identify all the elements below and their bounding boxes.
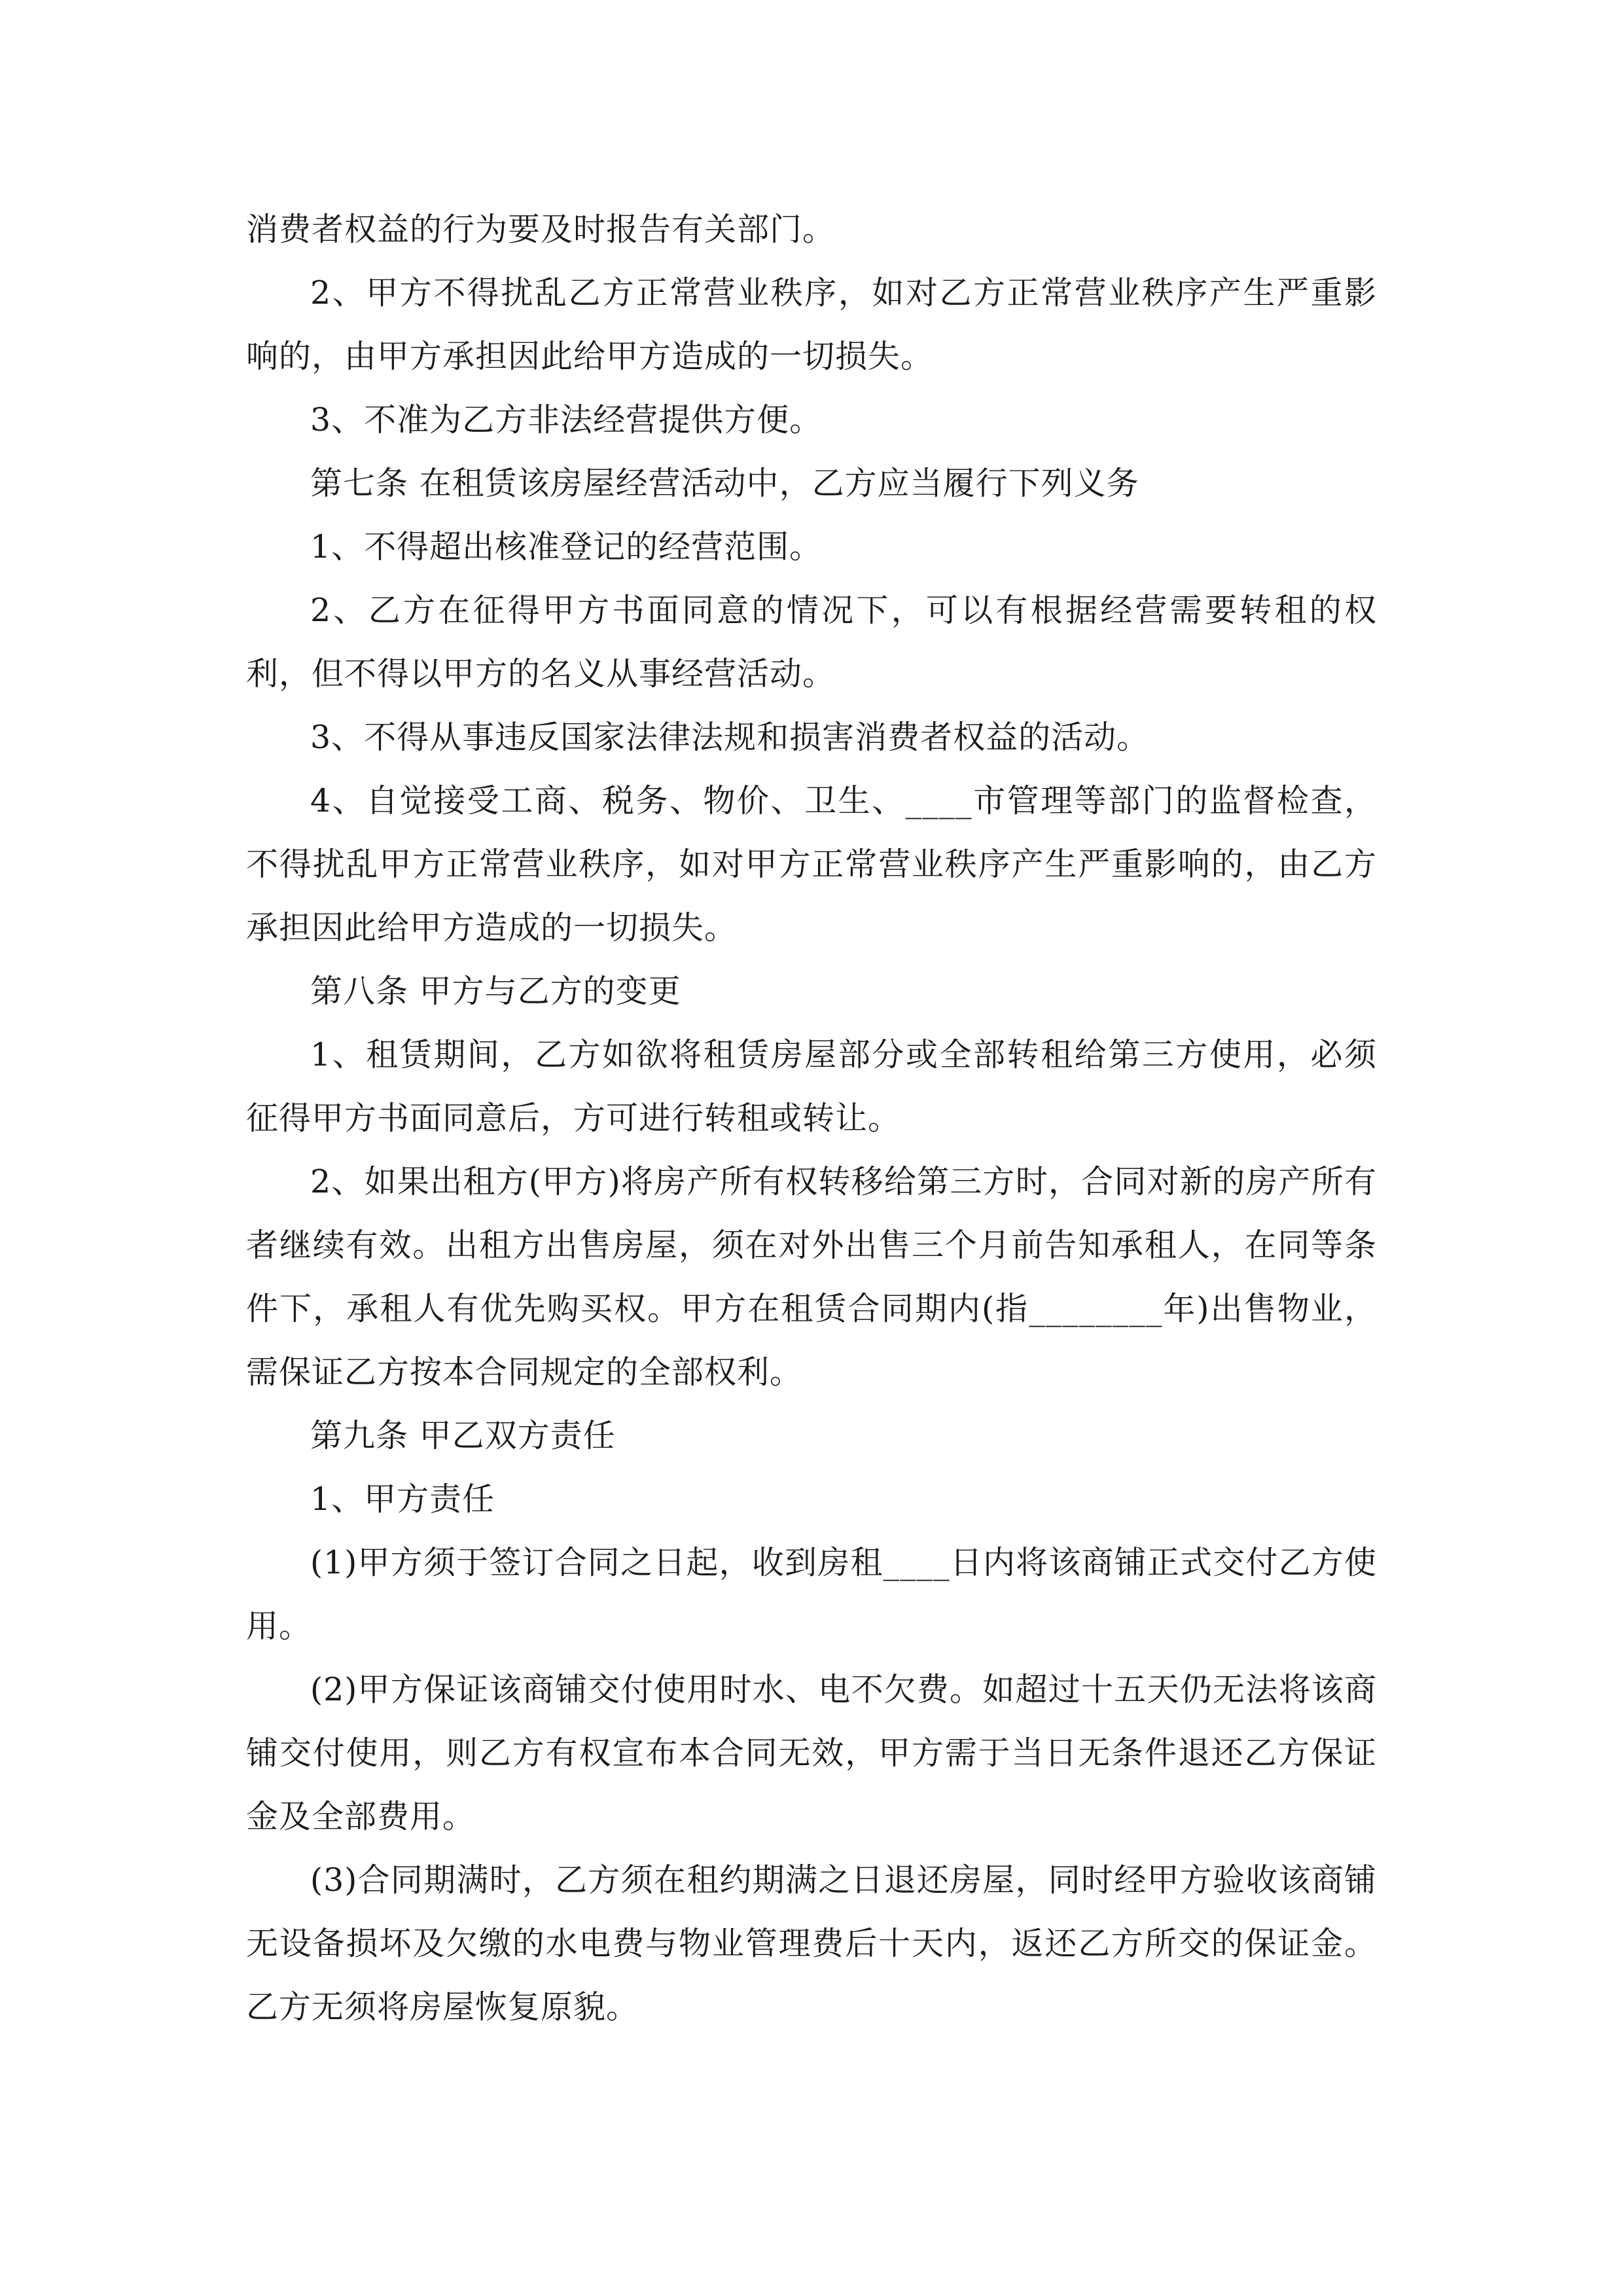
paragraph-clause-7-3: 3、不得从事违反国家法律法规和损害消费者权益的活动。 [310,719,1150,756]
paragraph-clause-9-1: 1、甲方责任 [310,1480,495,1518]
article-9-heading: 第九条 甲乙双方责任 [310,1417,616,1454]
document-body [246,198,1377,2039]
paragraph-clause-7-4: 4、自觉接受工商、税务、物价、卫生、____市管理等部门的监督检查，不得扰乱甲方正常营业秩序，如对甲方正常营业秩序产生严重影响的，由乙方承担因此给甲方造成的一切损失。 [246,782,1377,946]
paragraph-continuation: 消费者权益的行为要及时报告有关部门。 [246,211,836,248]
paragraph-clause-7-1: 1、不得超出核准登记的经营范围。 [310,528,823,565]
paragraph-clause-9-1-1: (1)甲方须于签订合同之日起，收到房租____日内将该商铺正式交付乙方使用。 [246,1544,1377,1645]
paragraph-clause-9-1-3: (3)合同期满时，乙方须在租约期满之日退还房屋，同时经甲方验收该商铺无设备损坏及欠缴的水电费与物业管理费后十天内，返还乙方所交的保证金。乙方无须将房屋恢复原貌。 [246,1861,1377,2026]
article-7-heading: 第七条 在租赁该房屋经营活动中，乙方应当履行下列义务 [310,465,1139,502]
paragraph-clause-9-1-2: (2)甲方保证该商铺交付使用时水、电不欠费。如超过十五天仍无法将该商铺交付使用，则乙方有权宣布本合同无效，甲方需于当日无条件退还乙方保证金及全部费用。 [246,1671,1377,1835]
paragraph-clause-8-1: 1、租赁期间，乙方如欲将租赁房屋部分或全部转租给第三方使用，必须征得甲方书面同意后，方可进行转租或转让。 [246,1036,1377,1137]
paragraph-clause-6-3: 3、不准为乙方非法经营提供方便。 [310,401,823,439]
paragraph-clause-6-2: 2、甲方不得扰乱乙方正常营业秩序，如对乙方正常营业秩序产生严重影响的，由甲方承担因此给甲方造成的一切损失。 [246,274,1377,375]
paragraph-clause-8-2: 2、如果出租方(甲方)将房产所有权转移给第三方时，合同对新的房产所有者继续有效。出租方出售房屋，须在对外出售三个月前告知承租人，在同等条件下，承租人有优先购买权。甲方在租赁合同期内(指________年)出售物业，需保证乙方按本合同规定的全部权利。 [246,1163,1377,1391]
article-8-heading: 第八条 甲方与乙方的变更 [310,973,681,1010]
paragraph-clause-7-2: 2、乙方在征得甲方书面同意的情况下，可以有根据经营需要转租的权利，但不得以甲方的名义从事经营活动。 [246,592,1377,692]
